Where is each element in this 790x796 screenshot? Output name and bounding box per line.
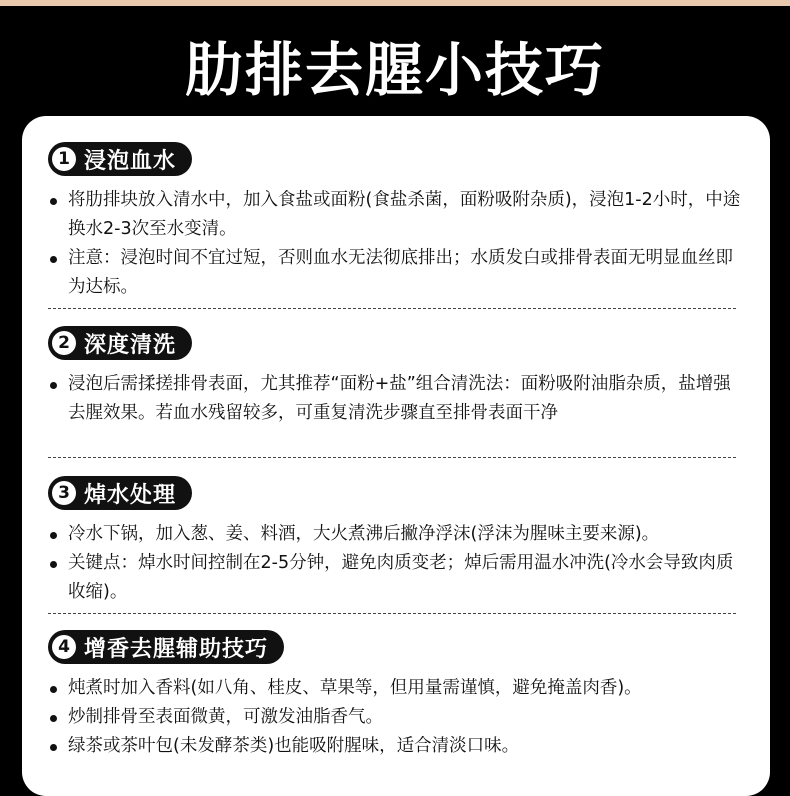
bullet-item: 冷水下锅，加入葱、姜、料酒，大火煮沸后撇净浮沫(浮沫为腥味主要来源)。 xyxy=(48,520,748,549)
section-deep-clean xyxy=(48,326,748,428)
section-heading-pill xyxy=(48,476,192,510)
dashed-divider xyxy=(48,308,736,309)
top-accent-bar xyxy=(0,0,790,6)
step-number-badge: 2 xyxy=(52,331,76,355)
bullet-item: 将肋排块放入清水中，加入食盐或面粉(食盐杀菌，面粉吸附杂质)，浸泡1-2小时，中途换水2-3次至水变清。 xyxy=(48,186,748,244)
section-aroma-tips xyxy=(48,630,748,761)
bullet-list xyxy=(48,520,748,607)
section-heading-pill xyxy=(48,630,284,664)
bullet-item: 炖煮时加入香料(如八角、桂皮、草果等，但用量需谨慎，避免掩盖肉香)。 xyxy=(48,674,748,703)
bullet-item: 注意：浸泡时间不宜过短，否则血水无法彻底排出；水质发白或排骨表面无明显血丝即为达标。 xyxy=(48,244,748,302)
bullet-list xyxy=(48,370,748,428)
bullet-item: 关键点：焯水时间控制在2-5分钟，避免肉质变老；焯后需用温水冲洗(冷水会导致肉质收缩)。 xyxy=(48,549,748,607)
section-heading: 浸泡血水 xyxy=(84,148,177,174)
step-number-badge: 1 xyxy=(52,147,76,171)
bullet-item: 炒制排骨至表面微黄，可激发油脂香气。 xyxy=(48,703,748,732)
section-heading-pill xyxy=(48,142,192,176)
bullet-item: 绿茶或茶叶包(未发酵茶类)也能吸附腥味，适合清淡口味。 xyxy=(48,732,748,761)
bullet-item: 浸泡后需揉搓排骨表面，尤其推荐“面粉+盐”组合清洗法：面粉吸附油脂杂质，盐增强去腥效果。若血水残留较多，可重复清洗步骤直至排骨表面干净 xyxy=(48,370,748,428)
dashed-divider xyxy=(48,613,736,614)
section-blanching xyxy=(48,476,748,607)
step-number-badge: 4 xyxy=(52,635,76,659)
tips-card xyxy=(22,116,770,796)
section-heading-pill xyxy=(48,326,192,360)
section-heading: 焯水处理 xyxy=(84,482,177,508)
section-heading: 深度清洗 xyxy=(84,332,177,358)
step-number-badge: 3 xyxy=(52,481,76,505)
section-heading: 增香去腥辅助技巧 xyxy=(84,636,269,662)
bullet-list xyxy=(48,674,748,761)
bullet-list xyxy=(48,186,748,302)
section-soak-blood xyxy=(48,142,748,302)
page-title: 肋排去腥小技巧 xyxy=(184,36,605,104)
dashed-divider xyxy=(48,457,736,458)
